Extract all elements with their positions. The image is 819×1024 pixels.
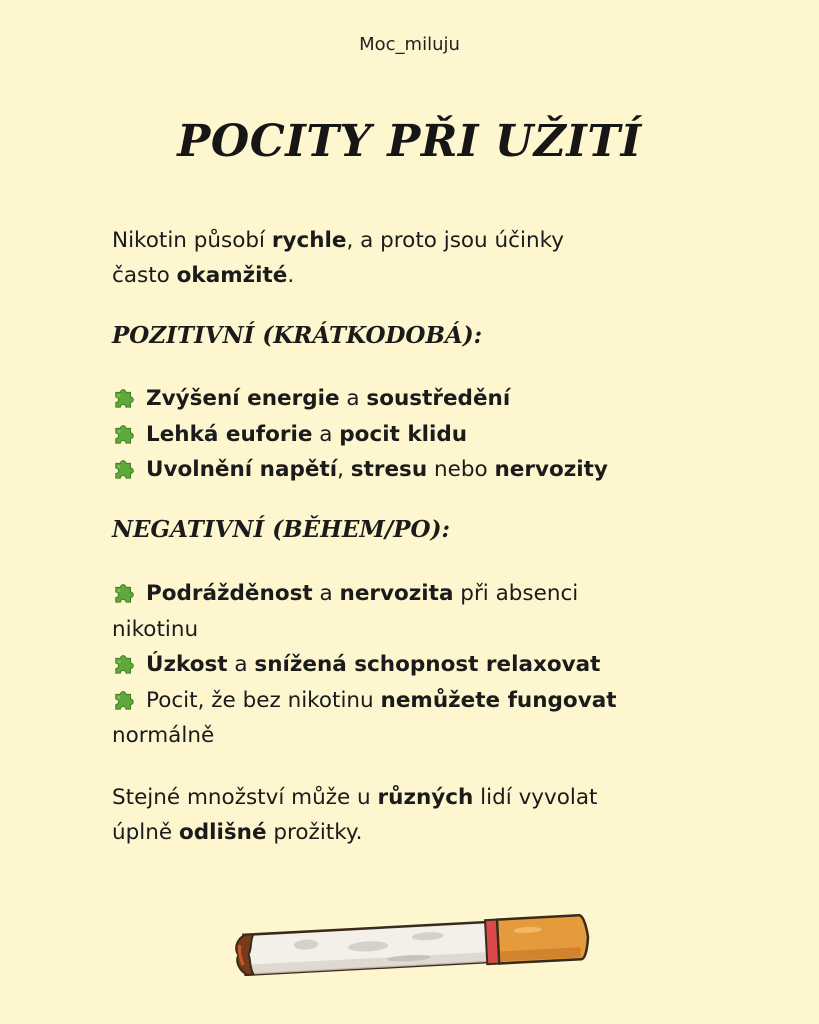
item-text: nikotinu	[112, 616, 199, 642]
intro-paragraph	[112, 223, 732, 293]
intro-bold-immediate: okamžité	[176, 263, 288, 288]
negative-heading: NEGATIVNÍ (BĚHEM/PO):	[112, 516, 450, 543]
outro-paragraph	[112, 780, 732, 850]
item-text: a	[227, 652, 255, 677]
intro-text: .	[287, 263, 295, 288]
puzzle-piece-icon	[112, 651, 138, 675]
item-text: ,	[337, 457, 351, 482]
item-bold: Úzkost	[146, 652, 228, 677]
intro-text: Nikotin působí	[112, 228, 272, 253]
list-item	[112, 647, 732, 683]
item-bold: pocit klidu	[339, 421, 468, 447]
puzzle-piece-icon	[112, 687, 138, 711]
list-item	[112, 417, 732, 453]
list-item	[112, 381, 732, 417]
page-title: POCITY PŘI UŽITÍ	[177, 116, 642, 167]
item-text: normálně	[112, 723, 215, 748]
item-bold: Lehká euforie	[146, 421, 313, 447]
item-bold: Uvolnění napětí	[146, 457, 338, 482]
item-text: nebo	[427, 457, 495, 482]
item-text: a	[312, 421, 340, 447]
list-item	[112, 576, 732, 647]
item-bold: soustředění	[366, 386, 511, 411]
item-bold: Zvýšení energie	[146, 386, 340, 411]
item-bold: Podrážděnost	[146, 581, 313, 606]
item-bold: nervozita	[339, 581, 454, 606]
item-text: a	[339, 386, 367, 411]
list-item	[112, 683, 732, 754]
item-text: Pocit, že bez nikotinu	[146, 687, 381, 713]
username-header: Moc_miluju	[359, 34, 460, 55]
outro-bold-distinct: odlišné	[178, 820, 267, 845]
positive-heading: POZITIVNÍ (KRÁTKODOBÁ):	[112, 322, 483, 349]
puzzle-piece-icon	[112, 385, 138, 409]
intro-bold-fast: rychle	[271, 228, 347, 253]
item-bold: nervozity	[494, 457, 608, 482]
intro-text: často	[112, 263, 177, 288]
puzzle-piece-icon	[112, 580, 138, 604]
outro-text: Stejné množství může u	[112, 785, 378, 810]
list-item	[112, 452, 732, 488]
puzzle-piece-icon	[112, 456, 138, 480]
cigarette-icon	[228, 900, 598, 982]
positive-list	[112, 381, 732, 488]
item-bold: stresu	[350, 457, 428, 482]
negative-list	[112, 576, 732, 754]
item-bold: nemůžete fungovat	[380, 687, 617, 713]
intro-text: , a proto jsou účinky	[346, 228, 564, 253]
outro-text: úplně	[112, 820, 179, 845]
outro-text: prožitky.	[266, 820, 363, 845]
puzzle-piece-icon	[112, 421, 138, 445]
outro-bold-different: různých	[377, 785, 474, 810]
outro-text: lidí vyvolat	[473, 785, 598, 810]
item-text: při absenci	[453, 581, 579, 606]
item-text: a	[312, 581, 340, 606]
item-bold: snížená schopnost relaxovat	[254, 652, 601, 677]
